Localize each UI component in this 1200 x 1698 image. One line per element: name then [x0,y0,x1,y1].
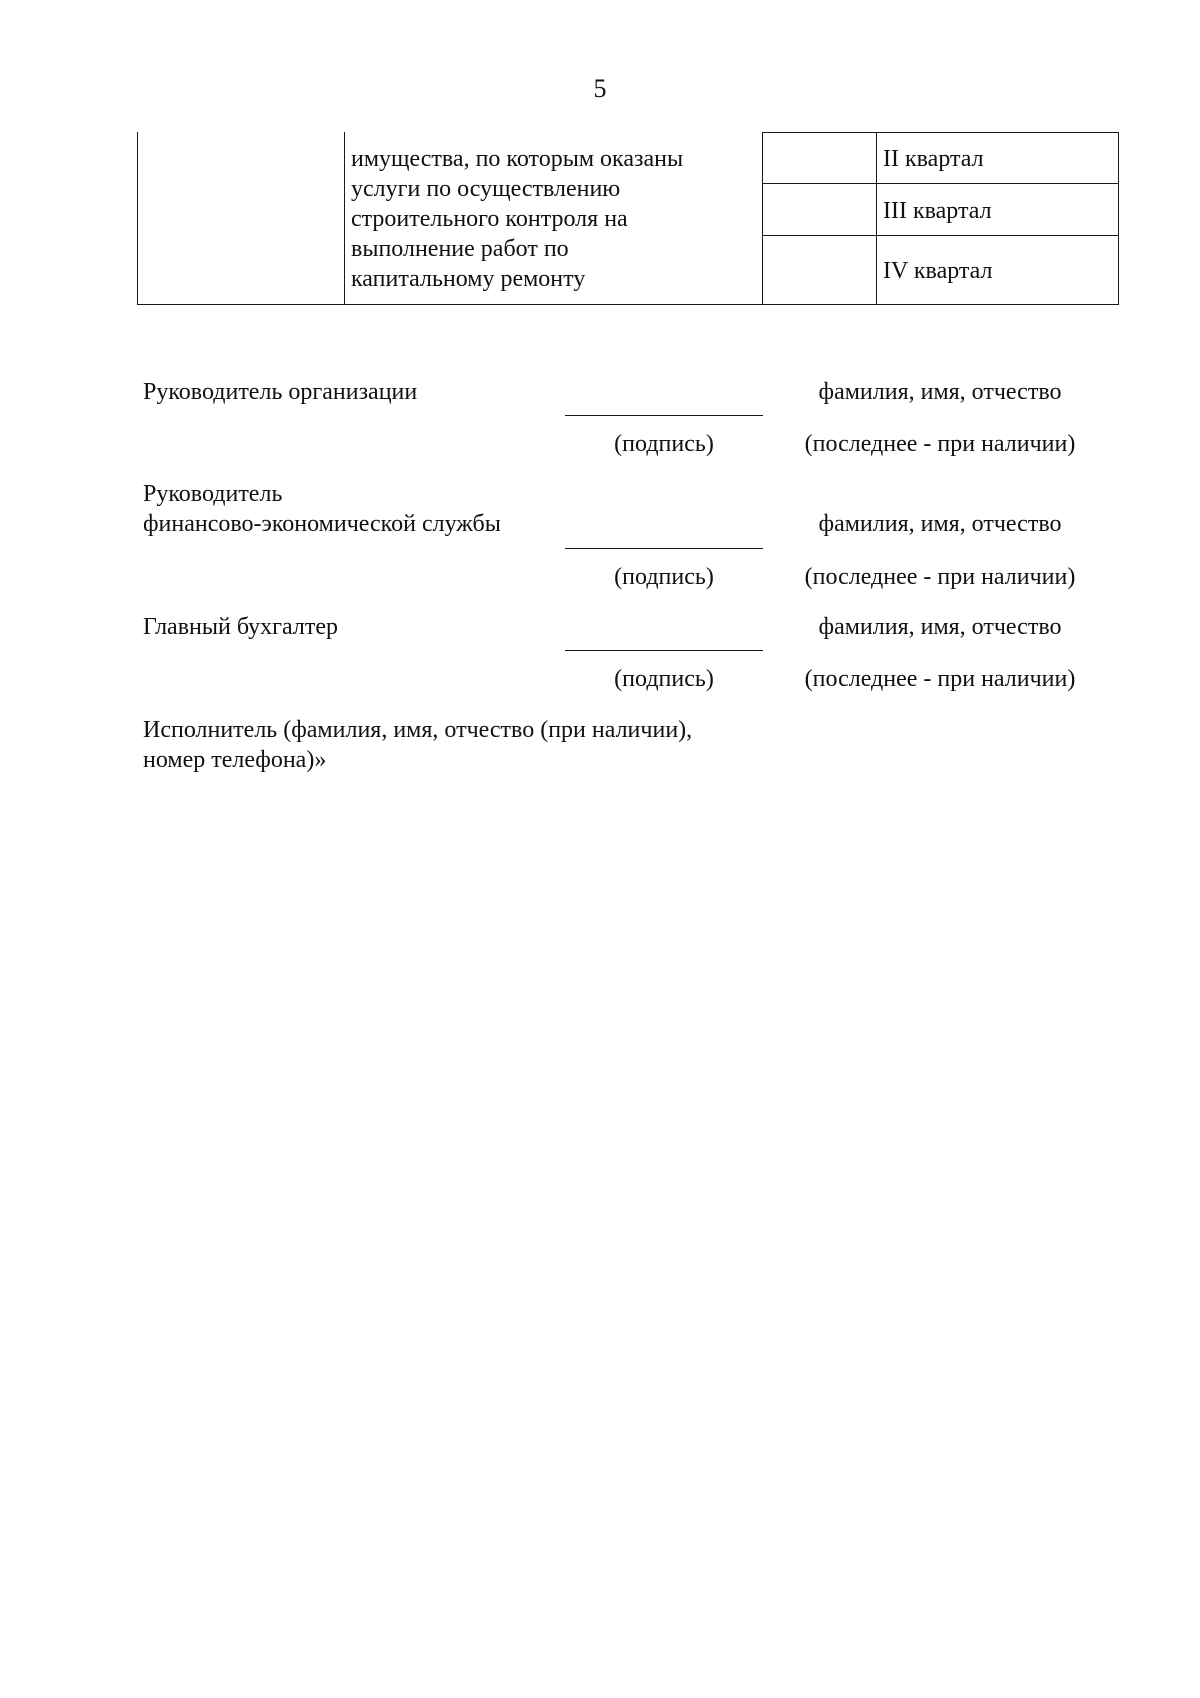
table-border-bottom [137,304,763,305]
accountant-signature-line [565,650,763,651]
quarter-row-divider [762,183,1119,184]
executor-line2: номер телефона)» [143,747,327,773]
page-number: 5 [593,74,607,103]
finance-name-caption: (последнее - при наличии) [804,564,1076,590]
quarter-row-divider [762,235,1119,236]
quarter-label: II квартал [883,146,984,172]
quarter-label: IV квартал [883,258,993,284]
finance-signature-line [565,548,763,549]
table-column-divider [344,132,345,305]
table-column-divider [762,132,763,305]
head-title: Руководитель организации [143,379,418,405]
quarter-label: III квартал [883,198,992,224]
accountant-title: Главный бухгалтер [143,614,338,640]
table-description-line: строительного контроля на [351,206,628,232]
table-description-line: имущества, по которым оказаны [351,146,684,172]
table-description-line: капитальному ремонту [351,266,586,292]
table-description-line: услуги по осуществлению [351,176,621,202]
executor-line1: Исполнитель (фамилия, имя, отчество (при наличии), [143,717,693,743]
accountant-signature-caption: (подпись) [614,666,714,692]
head-signature-caption: (подпись) [614,431,714,457]
accountant-name-hint: фамилия, имя, отчество [818,614,1062,640]
quarter-table-border-right [1118,132,1119,305]
quarter-table-border-top [762,132,1119,133]
finance-title-line2: финансово-экономической службы [143,511,501,537]
finance-name-hint: фамилия, имя, отчество [818,511,1062,537]
finance-signature-caption: (подпись) [614,564,714,590]
accountant-name-caption: (последнее - при наличии) [804,666,1076,692]
table-border-left [137,132,138,305]
head-name-caption: (последнее - при наличии) [804,431,1076,457]
quarter-table-divider [876,132,877,305]
finance-title-line1: Руководитель [143,481,283,507]
table-description-line: выполнение работ по [351,236,569,262]
head-name-hint: фамилия, имя, отчество [818,379,1062,405]
quarter-table-border-bottom [762,304,1119,305]
head-signature-line [565,415,763,416]
